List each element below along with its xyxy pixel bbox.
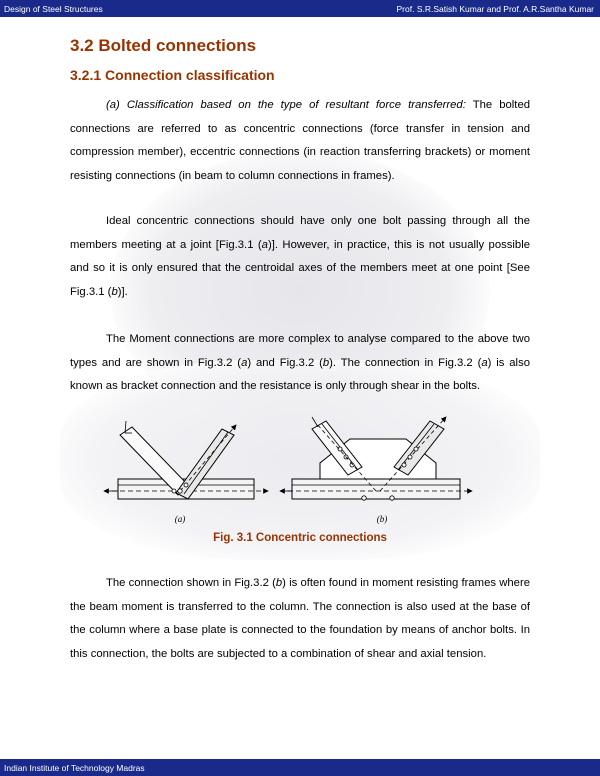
text-run: ) and Fig.3.2 ( (247, 356, 323, 369)
figure-concentric-connections (100, 415, 480, 530)
figure-label-a: (a) (174, 514, 186, 524)
text-run: The Moment connections are more complex to analyse compared to the above two types and are shown in Fig.3.2 ( (70, 333, 530, 369)
paragraph-lead: (a) Classification based on the type of resultant force transferred: (106, 99, 466, 111)
text-run: ) is also known as bracket connection and the resistance is only through shear in the bolts. (70, 356, 530, 392)
text-run: )]. However, in practice, this is not usually possible and so it is only ensured that the centroidal axes of the members meet at one point [See Fig.3.1 ( (70, 238, 531, 298)
header-course-title: Design of Steel Structures (4, 4, 103, 14)
italic-run: b (275, 577, 283, 589)
figure-caption: Fig. 3.1 Concentric connections (213, 532, 387, 544)
section-title: 3.2 Bolted connections (70, 36, 257, 55)
text-run: Ideal concentric connections should have only one bolt passing through all the members meeting at a joint [Fig.3.1 ( (70, 215, 530, 251)
text-run: The connection shown in Fig.3.2 ( (106, 577, 276, 589)
figure-b-drawing (280, 417, 472, 500)
text-run: )]. (117, 285, 128, 298)
paragraph-concentric (70, 210, 530, 304)
italic-run: a (241, 356, 248, 369)
paragraph-base-plate (70, 572, 530, 666)
page-header-bar (0, 0, 600, 17)
header-authors: Prof. S.R.Satish Kumar and Prof. A.R.Santha Kumar (396, 4, 594, 14)
figure-a-drawing (104, 421, 268, 499)
italic-run: b (111, 285, 118, 298)
text-run: ) is often found in moment resisting frames where the beam moment is transferred to the column. The connection is also used at the base of the column where a base plate is connected to the foundation by means of anchor bolts. In this connection, the bolts are subjected to a combination of shear and axial tension. (70, 577, 530, 660)
paragraph-moment (70, 328, 530, 399)
text-run: ). The connection in Fig.3.2 ( (329, 356, 482, 369)
italic-run: a (261, 238, 268, 251)
paragraph-body: The bolted connections are referred to as concentric connections (force transfer in tension and compression member), eccentric connections (in reaction transferring brackets) or moment resisting connections (in beam to column connections in frames). (70, 99, 531, 182)
italic-run: b (322, 356, 330, 369)
footer-institute: Indian Institute of Technology Madras (4, 763, 145, 773)
subsection-title: 3.2.1 Connection classification (70, 67, 275, 83)
italic-run: a (481, 356, 488, 369)
page-footer-bar (0, 759, 600, 776)
figure-label-b: (b) (376, 514, 388, 524)
paragraph-classification (70, 94, 530, 188)
